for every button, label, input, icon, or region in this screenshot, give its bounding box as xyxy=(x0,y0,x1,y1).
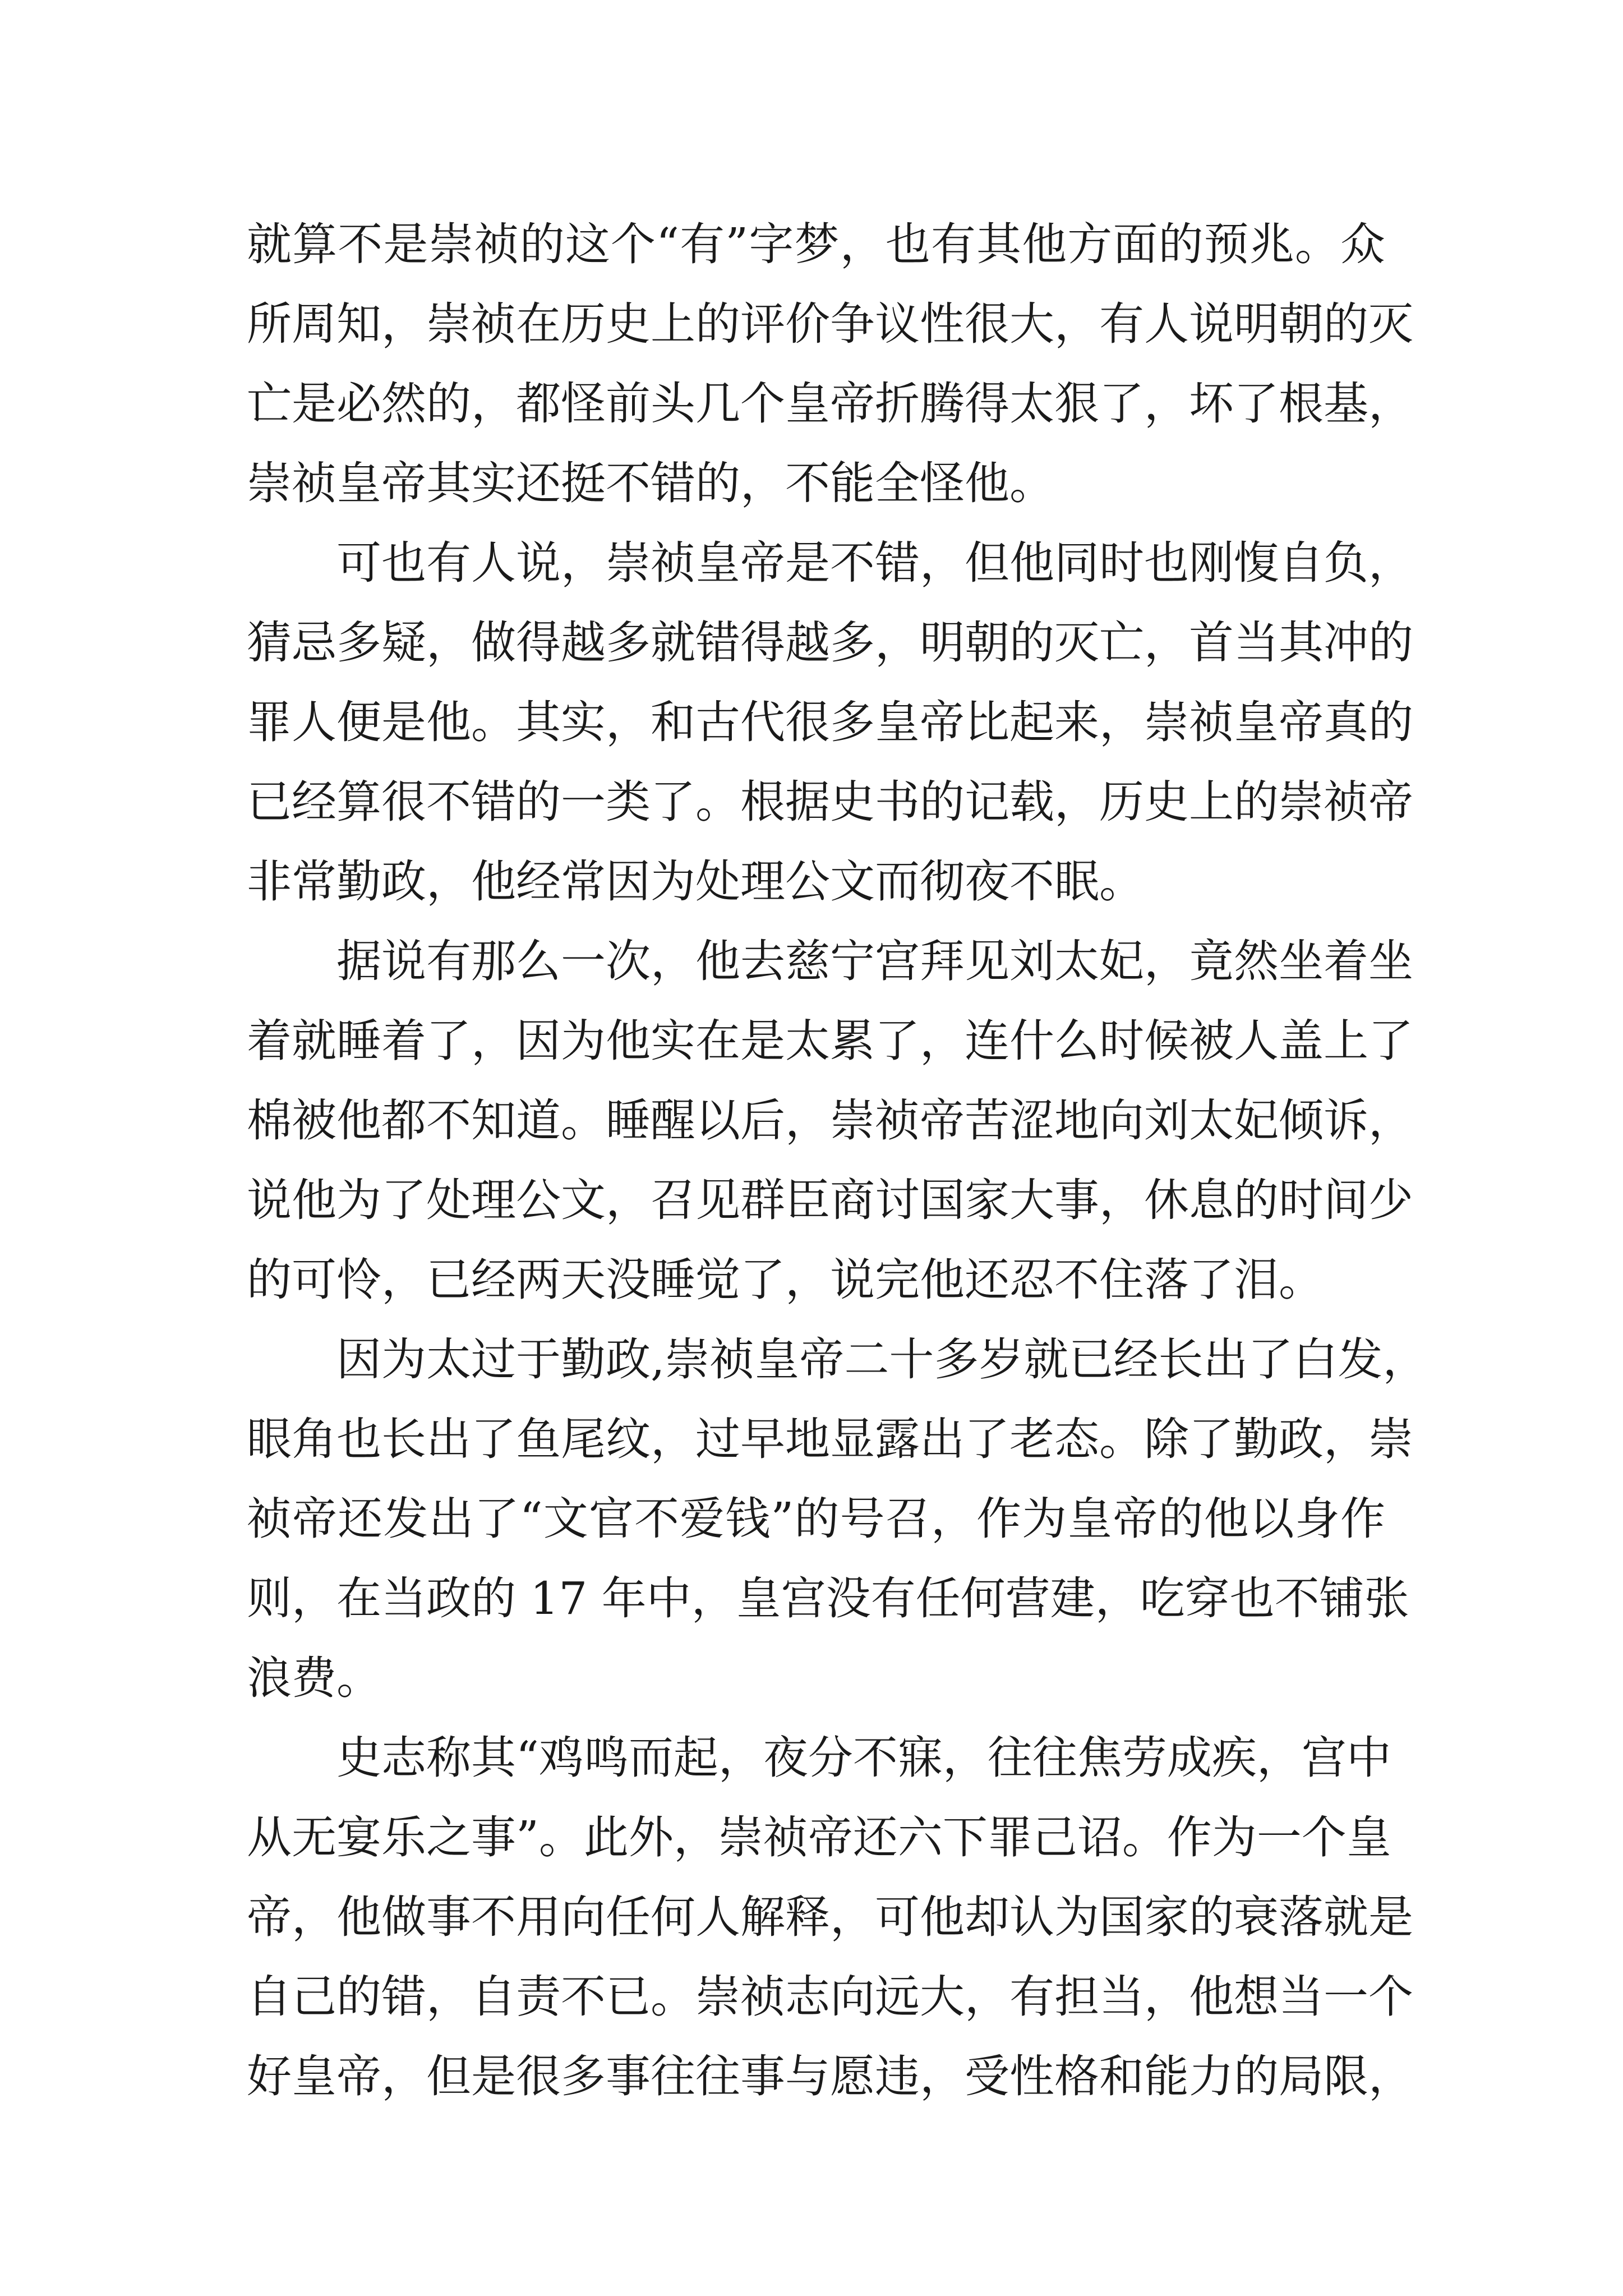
text-line: 眼角也长出了鱼尾纹，过早地显露出了老态。除了勤政，崇 xyxy=(247,1413,1413,1465)
paragraph-4 xyxy=(247,1320,1428,1718)
text-line: 就算不是崇祯的这个“有”字梦，也有其他方面的预兆。众 xyxy=(247,218,1385,270)
text-line: 猜忌多疑，做得越多就错得越多，明朝的灭亡，首当其冲的 xyxy=(247,616,1413,669)
text-line: 的可怜，已经两天没睡觉了，说完他还忍不住落了泪。 xyxy=(247,1254,1324,1306)
text-line: 因为太过于勤政,崇祯皇帝二十多岁就已经长出了白发， xyxy=(336,1333,1428,1386)
paragraph-5 xyxy=(247,1718,1413,2116)
text-line: 好皇帝，但是很多事往往事与愿违，受性格和能力的局限， xyxy=(247,2050,1413,2102)
text-line: 帝，他做事不用向任何人解释，可他却认为国家的衰落就是 xyxy=(247,1891,1413,1943)
text-line: 浪费。 xyxy=(247,1652,381,1704)
paragraph-2 xyxy=(247,523,1413,922)
text-line: 则，在当政的 17 年中，皇宫没有任何营建，吃穿也不铺张 xyxy=(247,1572,1409,1625)
text-line: 非常勤政，他经常因为处理公文而彻夜不眠。 xyxy=(247,855,1144,908)
text-line: 史志称其“鸡鸣而起，夜分不寐，往往焦劳成疾，宫中 xyxy=(336,1732,1391,1784)
text-line: 亡是必然的，都怪前头几个皇帝折腾得太狠了，坏了根基， xyxy=(247,378,1413,430)
text-line: 棉被他都不知道。睡醒以后，崇祯帝苦涩地向刘太妃倾诉， xyxy=(247,1094,1413,1147)
text-line: 已经算很不错的一类了。根据史书的记载，历史上的崇祯帝 xyxy=(247,776,1413,828)
text-line: 据说有那么一次，他去慈宁宫拜见刘太妃，竟然坐着坐 xyxy=(336,935,1413,987)
text-line: 罪人便是他。其实，和古代很多皇帝比起来，崇祯皇帝真的 xyxy=(247,696,1413,748)
text-line: 所周知，崇祯在历史上的评价争议性很大，有人说明朝的灭 xyxy=(247,298,1413,350)
text-line: 可也有人说，崇祯皇帝是不错，但他同时也刚愎自负， xyxy=(336,537,1413,589)
text-line: 祯帝还发出了“文官不爱钱”的号召，作为皇帝的他以身作 xyxy=(247,1493,1385,1545)
text-line: 说他为了处理公文，召见群臣商讨国家大事，休息的时间少 xyxy=(247,1174,1413,1226)
text-line: 从无宴乐之事”。此外，崇祯帝还六下罪己诏。作为一个皇 xyxy=(247,1811,1391,1864)
body-text xyxy=(247,205,1428,2116)
paragraph-1 xyxy=(247,205,1413,523)
text-line: 自己的错，自责不已。崇祯志向远大，有担当，他想当一个 xyxy=(247,1971,1413,2023)
text-line: 崇祯皇帝其实还挺不错的，不能全怪他。 xyxy=(247,457,1054,509)
paragraph-3 xyxy=(247,922,1413,1320)
text-line: 着就睡着了，因为他实在是太累了，连什么时候被人盖上了 xyxy=(247,1015,1413,1067)
